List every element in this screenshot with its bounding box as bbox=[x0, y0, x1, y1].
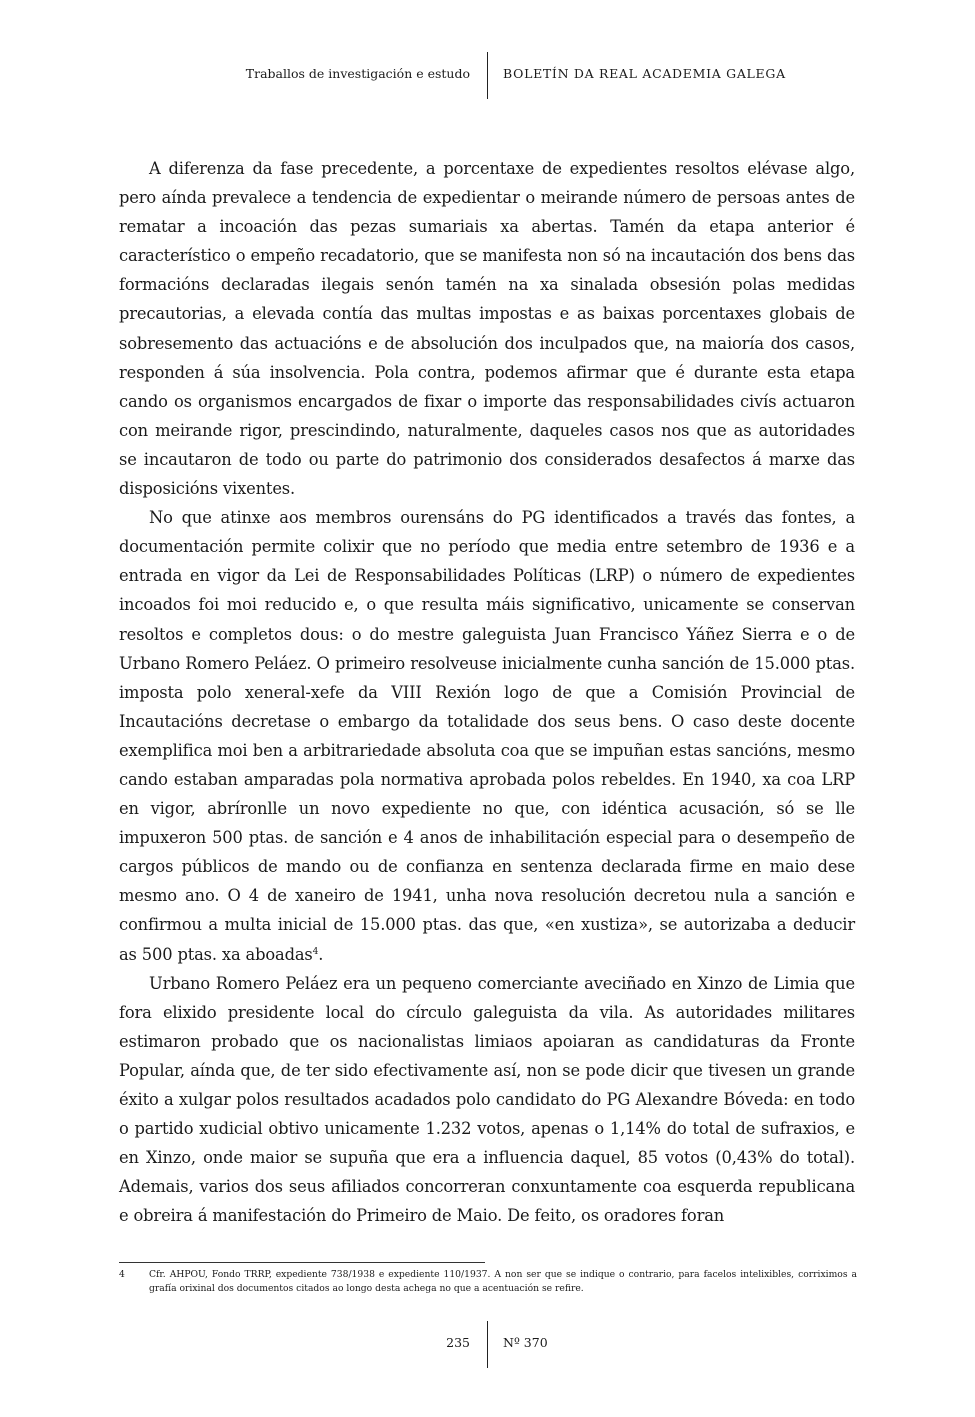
running-header bbox=[0, 52, 975, 100]
header-divider bbox=[487, 52, 488, 99]
body-text bbox=[119, 154, 855, 1230]
page-number: 235 bbox=[446, 1335, 470, 1350]
paragraph-2 bbox=[119, 503, 855, 969]
header-section-title: Traballos de investigación e estudo bbox=[245, 66, 470, 81]
header-journal-title: BOLETÍN DA REAL ACADEMIA GALEGA bbox=[503, 66, 786, 81]
paragraph-3: Urbano Romero Peláez era un pequeno comerciante aveciñado en Xinzo de Limia que fora elixido presidente local do círculo galeguista da vila. As autoridades militares estimaron probado que os nacionalistas limiaos apoiaran as candidaturas da Fronte Popular, aínda que, de ter sido efectivamente así, non se pode dicir que tivesen un grande éxito a xulgar polos resultados acadados polo candidato do PG Alexandre Bóveda: en todo o partido xudicial obtivo unicamente 1.232 votos, apenas o 1,14% do total de sufraxios, e en Xinzo, onde maior se supuña que era a influencia daquel, 85 votos (0,43% do total). Ademais, varios dos seus afiliados concorreran conxuntamente coa esquerda republicana e obreira á manifestación do Primeiro de Maio. De feito, os oradores foran bbox=[119, 973, 855, 1226]
issue-number: Nº 370 bbox=[503, 1335, 548, 1350]
footnote-text: Cfr. AHPOU, Fondo TRRP, expediente 738/1938 e expediente 110/1937. A non ser que se indique o contrario, para facelos intelixibles, corriximos a grafía orixinal dos documentos citados ao longo desta achega no que a acentuación se refire. bbox=[149, 1269, 857, 1294]
page-footer bbox=[0, 1321, 975, 1369]
footnote-reference[interactable]: 4 bbox=[312, 946, 319, 957]
paragraph-1: A diferenza da fase precedente, a porcentaxe de expedientes resoltos elévase algo, pero aínda prevalece a tendencia de expedientar o meirande número de persoas antes de rematar a incoación das pezas sumariais xa abertas. Tamén da etapa anterior é característico o empeño recadatorio, que se manifesta non só na incautación dos bens das formacións declaradas ilegais senón tamén na xa sinalada obsesión polas medidas precautorias, a elevada contía das multas impostas e as baixas porcentaxes globais de sobresemento das actuacións e de absolución dos inculpados que, na maioría dos casos, responden á súa insolvencia. Pola contra, podemos afirmar que é durante esta etapa cando os organismos encargados de fixar o importe das responsabilidades civís actuaron con meirande rigor, prescindindo, naturalmente, daqueles casos nos que as autoridades se incautaron de todo ou parte do patrimonio dos considerados desafectos á marxe das disposicións vixentes. bbox=[119, 159, 855, 499]
footnote bbox=[119, 1268, 857, 1296]
footer-divider bbox=[487, 1321, 488, 1368]
footnote-number: 4 bbox=[119, 1269, 125, 1280]
paragraph-2-text: No que atinxe aos membros ourensáns do PG identificados a través das fontes, a documentación permite colixir que no período que media entre setembro de 1936 e a entrada en vigor da Lei de Responsabilidades Políticas (LRP) o número de expedientes incoados foi moi reducido e, o que resulta máis significativo, unicamente se conservan resoltos e completos dous: o do mestre galeguista Juan Francisco Yáñez Sierra e o de Urbano Romero Peláez. O primeiro resolveuse inicialmente cunha sanción de 15.000 ptas. imposta polo xeneral-xefe da VIII Rexión logo de que a Comisión Provincial de Incautacións decretase o embargo da totalidade dos seus bens. O caso deste docente exemplifica moi ben a arbitrariedade absoluta coa que se impuñan estas sancións, mesmo cando estaban amparadas pola normativa aprobada polos rebeldes. En 1940, xa coa LRP en vigor, abríronlle un novo expediente no que, con idéntica acusación, só se lle impuxeron 500 ptas. de sanción e 4 anos de inhabilitación especial para o desempeño de cargos públicos de mando ou de confianza en sentenza declarada firme en maio dese mesmo ano. O 4 de xaneiro de 1941, unha nova resolución decretou nula a sanción e confirmou a multa inicial de 15.000 ptas. das que, «en xustiza», se autorizaba a deducir as 500 ptas. xa aboadas bbox=[119, 508, 855, 964]
paragraph-2-end: . bbox=[318, 944, 324, 964]
footnote-separator bbox=[119, 1262, 485, 1263]
